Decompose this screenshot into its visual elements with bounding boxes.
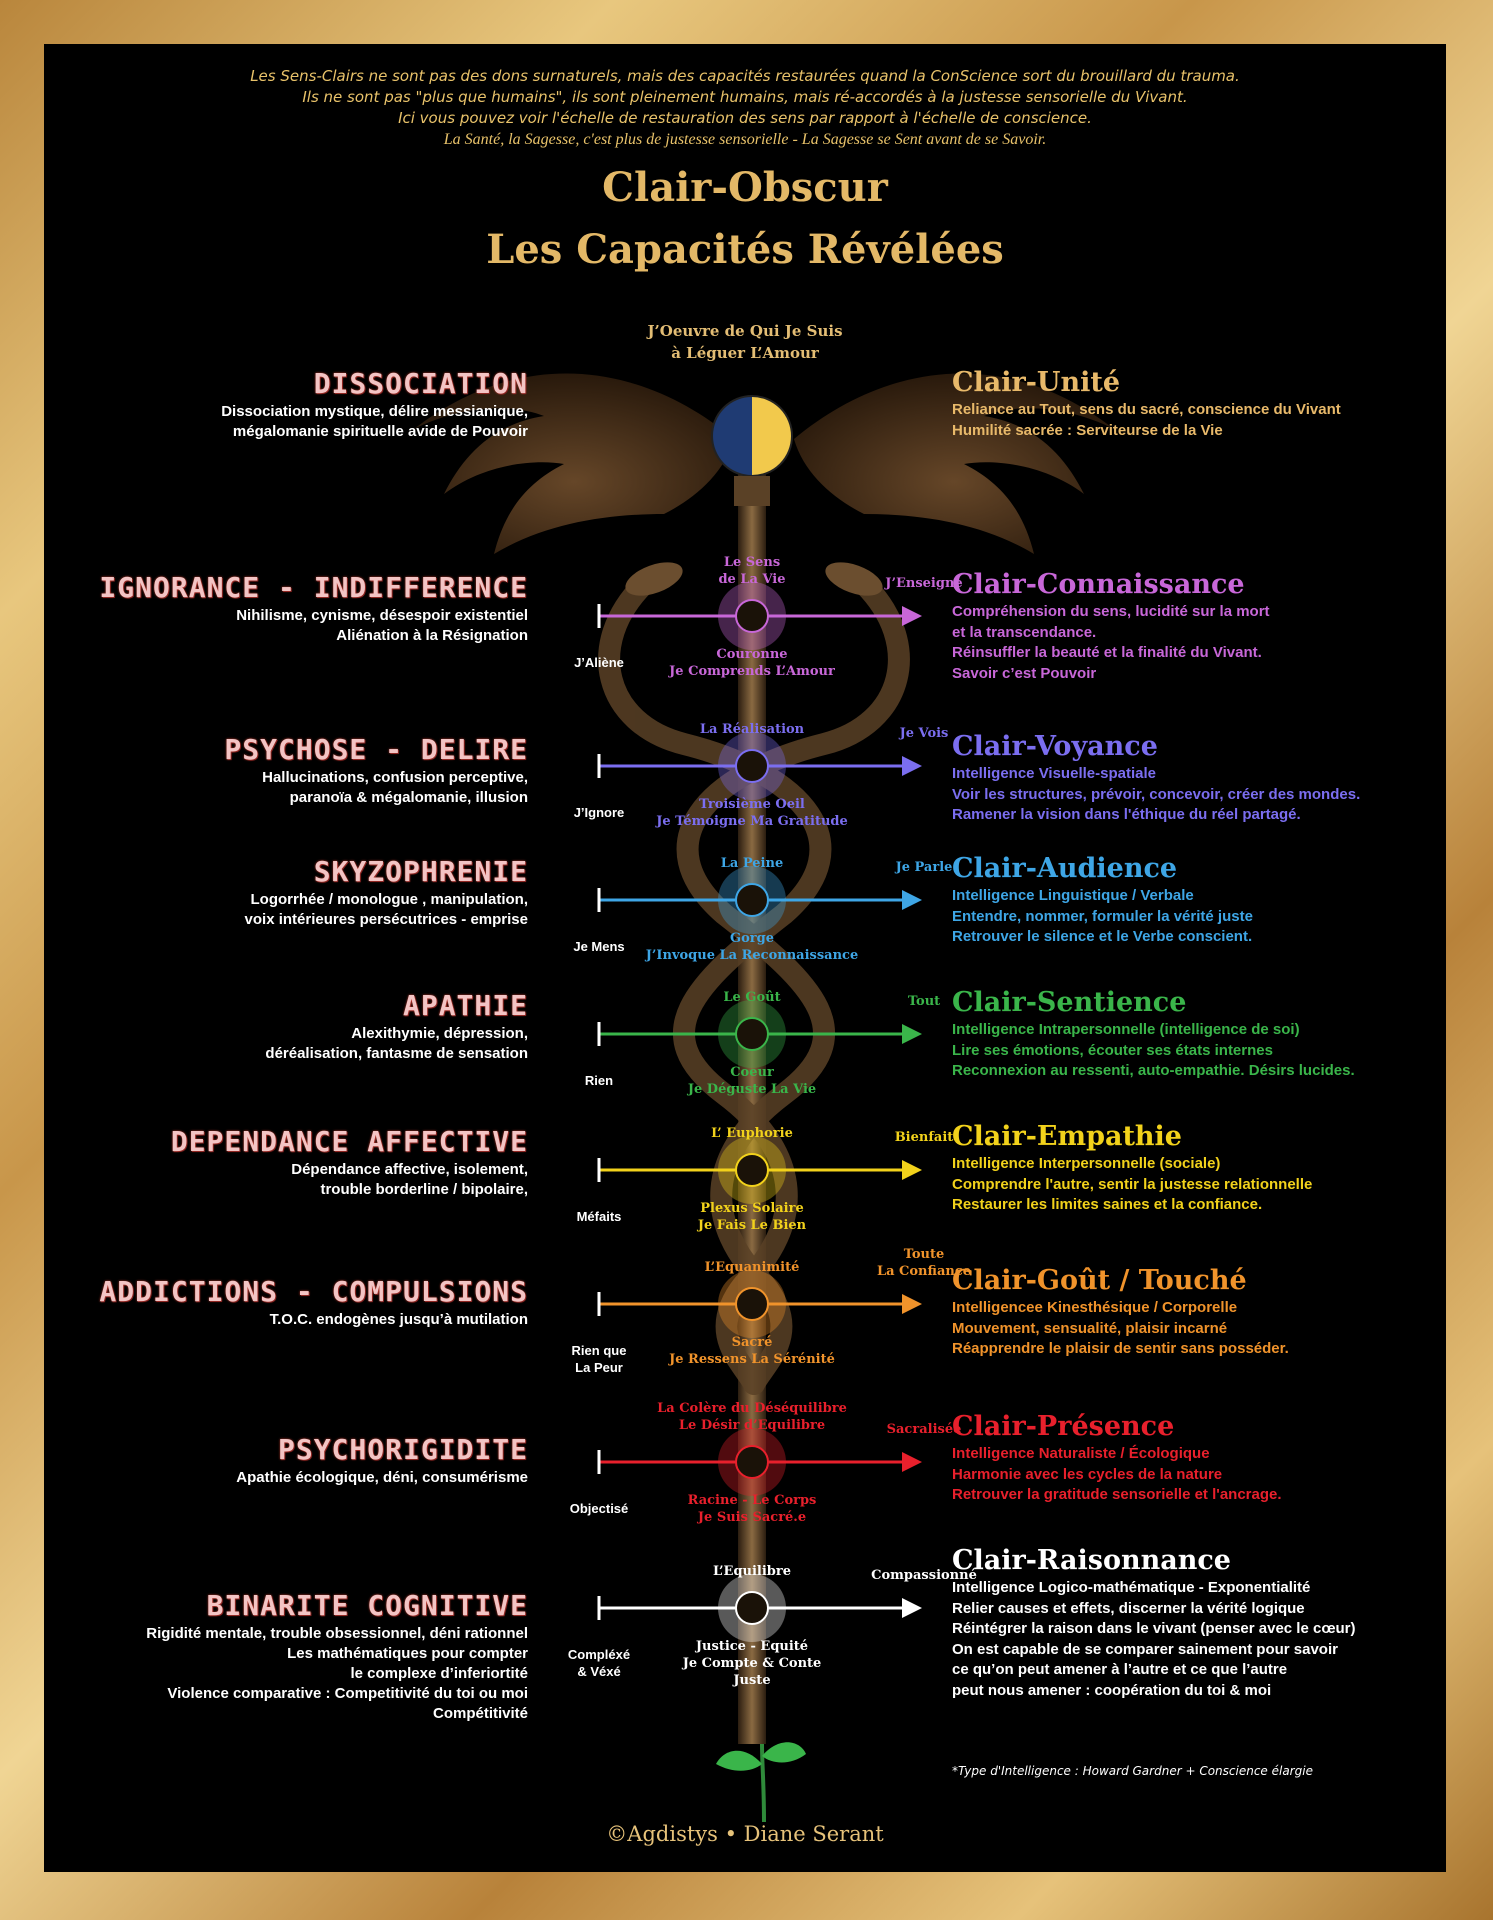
center-top-label: [622, 1563, 882, 1580]
lips-icon: [736, 1018, 768, 1050]
light-description: Restaurer les limites saines et la confiance.: [952, 1196, 1263, 1213]
center-chakra-label-line: Troisième Oeil: [699, 797, 805, 812]
positive-pole-label-line: Toute: [903, 1247, 945, 1262]
scales-icon: [736, 1592, 768, 1624]
light-title: Clair-Présence: [952, 1411, 1175, 1442]
center-top-label-line: Le Sens: [723, 555, 781, 570]
shadow-block: [44, 854, 528, 930]
center-top-label: [622, 1125, 882, 1142]
shadow-block: [44, 1274, 528, 1330]
light-description: Harmonie avec les cycles de la nature: [952, 1465, 1223, 1483]
chakra-row: [599, 1574, 922, 1642]
feather-icon: [736, 1288, 768, 1320]
light-description: Réinsuffler la beauté et la finalité du Vivant.: [952, 644, 1262, 661]
center-top-label-line: L’Equilibre: [712, 1564, 792, 1579]
center-chakra-label: [622, 796, 882, 830]
scroll-icon: [736, 600, 768, 632]
shadow-title: SKYZOPHRENIE: [313, 855, 528, 888]
center-top-label-line: Le Goût: [723, 990, 781, 1005]
shadow-title: APATHIE: [402, 989, 528, 1022]
center-chakra-label-line: Plexus Solaire: [700, 1201, 804, 1216]
light-title: Clair-Goût / Touché: [952, 1265, 1247, 1296]
light-description: Humilité sacrée : Serviteurse de la Vie: [952, 421, 1223, 439]
shadow-block: [44, 570, 528, 646]
shadow-description: T.O.C. endogènes jusqu’à mutilation: [269, 1311, 528, 1328]
light-block: [952, 1544, 1442, 1701]
chakra-row: [599, 732, 922, 800]
center-top-label-line: La Réalisation: [699, 722, 805, 737]
center-chakra-label-line: Coeur: [730, 1065, 774, 1080]
positive-pole-label: [844, 859, 1004, 876]
shadow-title: DEPENDANCE AFFECTIVE: [170, 1125, 528, 1158]
light-description: Reconnexion au ressenti, auto-empathie. Désirs lucides.: [952, 1062, 1355, 1079]
light-description: Reliance au Tout, sens du sacré, conscience du Vivant: [952, 401, 1341, 418]
light-description: Lire ses émotions, écouter ses états internes: [952, 1041, 1273, 1059]
shadow-description: déréalisation, fantasme de sensation: [265, 1045, 528, 1062]
center-chakra-label-line: J’Invoque La Reconnaissance: [645, 948, 859, 963]
center-top-label-line: La Colère du Déséquilibre: [657, 1401, 847, 1416]
sprout-icon: [716, 1742, 806, 1822]
shadow-block: [44, 1124, 528, 1200]
center-chakra-label-line: Juste: [733, 1673, 771, 1688]
shadow-description: mégalomanie spirituelle avide de Pouvoir: [232, 423, 528, 440]
center-chakra-label: [622, 1200, 882, 1234]
center-top-label: [622, 721, 882, 738]
center-chakra-label-line: Je Déguste La Vie: [687, 1082, 817, 1097]
shadow-description: Violence comparative : Competitivité du toi ou moi: [167, 1685, 528, 1702]
arrow-head-icon: [902, 756, 922, 776]
positive-pole-label-line: Je Parle: [895, 860, 953, 875]
shadow-description: Apathie écologique, déni, consumérisme: [236, 1469, 528, 1486]
intro-line: Les Sens-Clairs ne sont pas des dons surnaturels, mais des capacités restaurées quand la ConScience sort du brouillard du trauma.: [250, 67, 1240, 85]
center-chakra-label: [622, 1334, 882, 1368]
motto: [44, 320, 1446, 364]
shadow-title: IGNORANCE - INDIFFERENCE: [99, 571, 528, 604]
light-title: Clair-Connaissance: [952, 569, 1245, 600]
negative-pole-label-line: Objectisé: [569, 1501, 629, 1516]
arrow-head-icon: [902, 1294, 922, 1314]
light-description: Retrouver le silence et le Verbe conscient.: [952, 928, 1253, 945]
light-description: peut nous amener : coopération du toi & moi: [952, 1681, 1272, 1699]
chakra-row: [599, 866, 922, 934]
light-description: Intelligencee Kinesthésique / Corporelle: [952, 1299, 1238, 1316]
light-description: Retrouver la gratitude sensorielle et l'ancrage.: [952, 1486, 1282, 1503]
light-block: [952, 366, 1442, 441]
light-description: Mouvement, sensualité, plaisir incarné: [952, 1319, 1228, 1337]
arrow-head-icon: [902, 1160, 922, 1180]
shadow-description: Dépendance affective, isolement,: [291, 1161, 528, 1178]
light-description: Intelligence Logico-mathématique - Exponentialité: [952, 1579, 1311, 1596]
positive-pole-label: [844, 725, 1004, 742]
light-block: [952, 1120, 1442, 1216]
credit: ©Agdistys • Diane Serant: [606, 1822, 884, 1846]
shadow-description: Alexithymie, dépression,: [351, 1025, 528, 1042]
chakra-row: [599, 1428, 922, 1496]
shadow-block: [44, 988, 528, 1064]
light-description: ce qu’on peut amener à l’autre et ce que l’autre: [952, 1661, 1288, 1678]
negative-pole-label-line: J’Ignore: [573, 805, 625, 820]
arrow-head-icon: [902, 606, 922, 626]
shadow-description: Hallucinations, confusion perceptive,: [262, 769, 528, 786]
light-block: [952, 730, 1442, 826]
shadow-description: le complexe d’inferiortité: [350, 1665, 528, 1682]
shadow-description: paranoïa & mégalomanie, illusion: [289, 789, 528, 806]
shadow-title: ADDICTIONS - COMPULSIONS: [99, 1275, 528, 1308]
negative-pole-label-line: & Véxé: [577, 1664, 621, 1679]
motto-line: J’Oeuvre de Qui Je Suis: [647, 322, 843, 340]
shadow-description: voix intérieures persécutrices - emprise: [244, 911, 528, 928]
negative-pole-label-line: J’Aliène: [574, 655, 624, 670]
light-description: Intelligence Intrapersonnelle (intelligence de soi): [952, 1021, 1300, 1038]
shadow-title: PSYCHORIGIDITE: [277, 1433, 528, 1466]
center-chakra-label-line: Je Compte & Conte: [682, 1656, 822, 1671]
center-chakra-label-line: Justice - Equité: [695, 1639, 809, 1654]
center-chakra-label: [622, 1064, 882, 1098]
light-title: Clair-Unité: [952, 367, 1121, 398]
shadow-title: PSYCHOSE - DELIRE: [224, 733, 528, 766]
center-top-label: [622, 554, 882, 588]
positive-pole-label: [844, 1246, 1004, 1280]
center-chakra-label-line: Je Témoigne Ma Gratitude: [656, 814, 848, 829]
light-description: Intelligence Naturaliste / Écologique: [952, 1445, 1210, 1462]
center-top-label: [622, 1400, 882, 1434]
negative-pole-label-line: Rien que: [571, 1343, 627, 1358]
center-chakra-label: [622, 1492, 882, 1526]
light-description: Ramener la vision dans l'éthique du réel partagé.: [952, 806, 1301, 823]
positive-pole-label: [844, 1567, 1004, 1584]
light-block: [952, 852, 1442, 948]
light-description: Intelligence Linguistique / Verbale: [952, 887, 1194, 904]
positive-pole-label-line: Je Vois: [899, 726, 949, 741]
negative-pole-label-line: Je Mens: [573, 939, 625, 954]
center-chakra-label-line: Je Comprends L’Amour: [669, 664, 835, 679]
poster-panel: [44, 44, 1446, 1872]
arrow-head-icon: [902, 890, 922, 910]
shadow-description: Aliénation à la Résignation: [336, 627, 528, 644]
chakra-row: [599, 1000, 922, 1068]
positive-pole-label: [844, 575, 1004, 592]
positive-pole-label: [844, 993, 1004, 1010]
center-top-label: [622, 855, 882, 872]
bell-icon: [736, 884, 768, 916]
light-description: Intelligence Visuelle-spatiale: [952, 765, 1156, 782]
negative-pole-label-line: Méfaits: [576, 1209, 622, 1224]
center-top-label-line: Le Désir d’Equilibre: [678, 1418, 826, 1433]
motto-line: à Léguer L’Amour: [671, 344, 819, 362]
center-chakra-label-line: Gorge: [730, 931, 774, 946]
light-description: Entendre, nommer, formuler la vérité juste: [952, 907, 1253, 925]
light-title: Clair-Voyance: [952, 731, 1158, 762]
light-description: Compréhension du sens, lucidité sur la mort: [952, 603, 1270, 620]
light-title: Clair-Audience: [952, 853, 1178, 884]
shadow-description: Dissociation mystique, délire messianique,: [221, 403, 528, 420]
footnote: *Type d'Intelligence : Howard Gardner + Conscience élargie: [952, 1764, 1313, 1778]
negative-pole-label-line: Compléxé: [567, 1647, 631, 1662]
center-chakra-label-line: Sacré: [731, 1335, 773, 1350]
shadow-description: trouble borderline / bipolaire,: [320, 1181, 528, 1198]
shadow-description: Compétitivité: [432, 1705, 528, 1722]
intro-line: Ils ne sont pas "plus que humains", ils sont pleinement humains, mais ré-accordés à la justesse sensorielle du Vivant.: [302, 88, 1188, 106]
light-description: Voir les structures, prévoir, concevoir, créer des mondes.: [952, 785, 1361, 803]
center-chakra-label: [622, 930, 882, 964]
light-description: Savoir c’est Pouvoir: [952, 664, 1097, 682]
intro-text: [44, 66, 1446, 150]
light-description: On est capable de se comparer sainement pour savoir: [952, 1640, 1338, 1658]
title-line-2: Les Capacités Révélées: [486, 226, 1004, 273]
shadow-block: [44, 1432, 528, 1488]
shadow-description: Les mathématiques pour compter: [287, 1645, 528, 1662]
shadow-title: DISSOCIATION: [313, 367, 528, 400]
light-block: [952, 1264, 1442, 1360]
positive-pole-label: [844, 1421, 1004, 1438]
arrow-head-icon: [902, 1024, 922, 1044]
chakra-row: [599, 1270, 922, 1338]
negative-pole-label-line: Rien: [584, 1073, 614, 1088]
arrow-head-icon: [902, 1452, 922, 1472]
center-chakra-label-line: Couronne: [716, 647, 788, 662]
shadow-description: Logorrhée / monologue , manipulation,: [250, 891, 528, 908]
light-title: Clair-Raisonnance: [952, 1545, 1231, 1576]
positive-pole-label: [844, 1129, 1004, 1146]
light-block: [952, 568, 1442, 684]
center-top-label: [622, 1259, 882, 1276]
center-top-label-line: L’Equanimité: [704, 1260, 800, 1275]
center-chakra-label-line: Racine - Le Corps: [687, 1493, 817, 1508]
center-top-label: [622, 989, 882, 1006]
light-description: et la transcendance.: [952, 623, 1097, 641]
positive-pole-label-line: La Confiance: [876, 1264, 972, 1279]
positive-pole-label-line: J’Enseigne: [885, 576, 963, 591]
center-top-label-line: de La Vie: [718, 572, 786, 587]
moon-orb-icon: [712, 396, 792, 506]
shadow-description: Nihilisme, cynisme, désespoir existentiel: [236, 607, 528, 624]
center-top-label-line: L’ Euphorie: [711, 1126, 793, 1141]
leaf-icon: [736, 1446, 768, 1478]
arrow-head-icon: [902, 1598, 922, 1618]
light-description: Intelligence Interpersonnelle (sociale): [952, 1155, 1221, 1172]
shadow-block: [44, 732, 528, 808]
positive-pole-label-line: Sacralisée: [886, 1422, 962, 1437]
center-top-label-line: La Peine: [720, 856, 784, 871]
shadow-description: Rigidité mentale, trouble obsessionnel, déni rationnel: [146, 1625, 528, 1642]
light-block: [952, 1410, 1442, 1506]
light-description: Réapprendre le plaisir de sentir sans posséder.: [952, 1340, 1289, 1357]
light-description: Relier causes et effets, discerner la vérité logique: [952, 1599, 1305, 1617]
center-chakra-label-line: Je Fais Le Bien: [697, 1218, 807, 1233]
light-description: Comprendre l'autre, sentir la justesse relationnelle: [952, 1175, 1313, 1193]
eye-icon: [736, 750, 768, 782]
center-chakra-label-line: Je Ressens La Sérénité: [669, 1352, 835, 1367]
light-description: Réintégrer la raison dans le vivant (penser avec le cœur): [952, 1620, 1356, 1637]
center-chakra-label: [622, 1638, 882, 1689]
center-chakra-label-line: Je Suis Sacré.e: [697, 1510, 807, 1525]
hug-icon: [736, 1154, 768, 1186]
positive-pole-label-line: Compassionné: [871, 1568, 977, 1583]
positive-pole-label-line: Bienfait: [894, 1130, 954, 1145]
shadow-block: [44, 366, 528, 442]
shadow-title: BINARITE COGNITIVE: [206, 1589, 528, 1622]
negative-pole-label-line: La Peur: [575, 1360, 623, 1375]
light-title: Clair-Empathie: [952, 1121, 1182, 1152]
light-title: Clair-Sentience: [952, 987, 1187, 1018]
light-block: [952, 986, 1442, 1082]
intro-line: Ici vous pouvez voir l'échelle de restauration des sens par rapport à l'échelle de conscience.: [398, 109, 1092, 127]
title-line-1: Clair-Obscur: [602, 164, 888, 211]
positive-pole-label-line: Tout: [907, 994, 941, 1009]
center-chakra-label: [622, 646, 882, 680]
chakra-row: [599, 1136, 922, 1204]
intro-line: La Santé, la Sagesse, c'est plus de justesse sensorielle - La Sagesse se Sent avant de se Savoir.: [443, 131, 1047, 148]
shadow-block: [44, 1588, 528, 1724]
